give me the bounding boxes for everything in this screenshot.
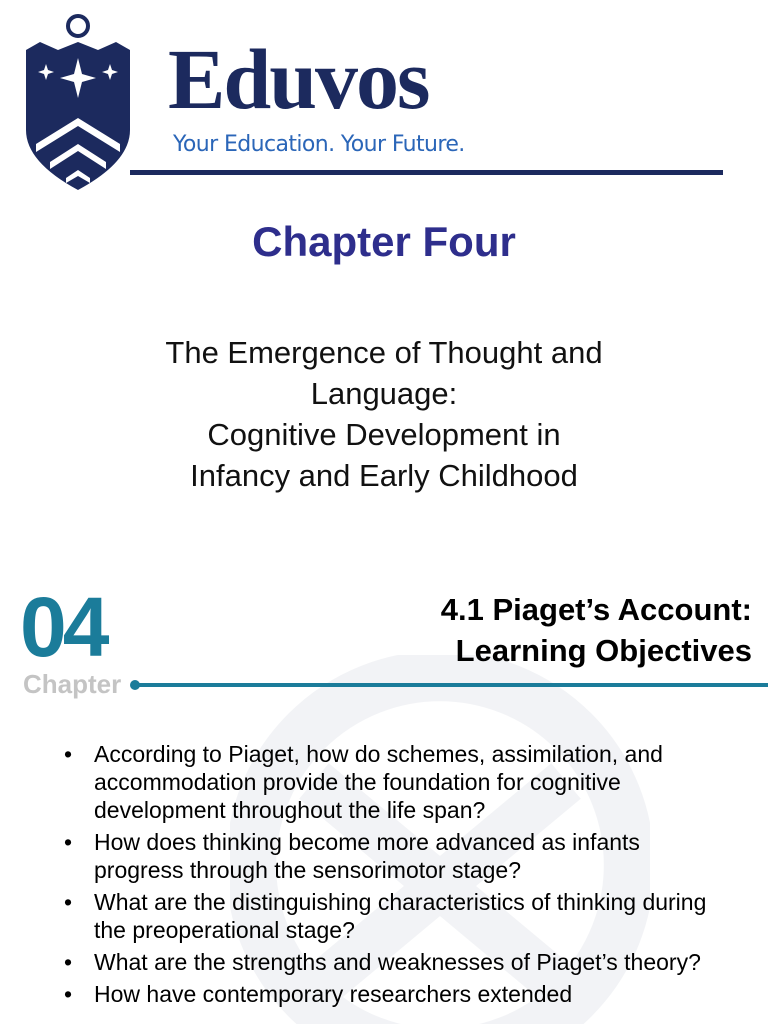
- chapter-label: Chapter: [23, 669, 122, 699]
- shield-logo-icon: [22, 12, 134, 192]
- section-title: [441, 589, 752, 671]
- objectives-list: [62, 740, 722, 1012]
- list-item: [62, 740, 722, 824]
- chapter-title: Chapter Four: [252, 218, 516, 265]
- subtitle-line: Infancy and Early Childhood: [190, 458, 578, 493]
- objective-text: According to Piaget, how do schemes, assimilation, and accommodation provide the foundation for cognitive development throughout the life span?: [94, 741, 663, 823]
- section-title-line: 4.1 Piaget’s Account:: [440, 592, 752, 627]
- objective-text: What are the distinguishing characteristics of thinking during the preoperational stage?: [94, 889, 707, 943]
- objectives-slide: [0, 565, 768, 1024]
- bullet-icon: •: [64, 949, 73, 975]
- header-rule: [130, 170, 723, 175]
- subtitle-line: The Emergence of Thought and: [165, 335, 603, 370]
- list-item: [62, 948, 722, 976]
- chapter-subtitle: [120, 332, 648, 496]
- bullet-icon: •: [64, 889, 73, 915]
- objective-text: How have contemporary researchers extended: [94, 981, 573, 1007]
- list-item: [62, 888, 722, 944]
- bullet-icon: •: [64, 981, 73, 1007]
- list-item: [62, 828, 722, 884]
- bullet-icon: •: [64, 829, 73, 855]
- objective-text: How does thinking become more advanced as infants progress through the sensorimotor stage?: [94, 829, 640, 883]
- objective-text: What are the strengths and weaknesses of Piaget’s theory?: [94, 949, 701, 975]
- brand-wordmark: Eduvos: [168, 31, 429, 127]
- subtitle-line: Language:: [310, 376, 458, 411]
- chapter-number: 04: [20, 580, 106, 674]
- accent-line: [136, 683, 768, 687]
- list-item: [62, 980, 722, 1008]
- section-title-line: Learning Objectives: [455, 633, 752, 668]
- brand-tagline: Your Education. Your Future.: [173, 132, 465, 157]
- subtitle-line: Cognitive Development in: [207, 417, 561, 452]
- bullet-icon: •: [64, 741, 73, 767]
